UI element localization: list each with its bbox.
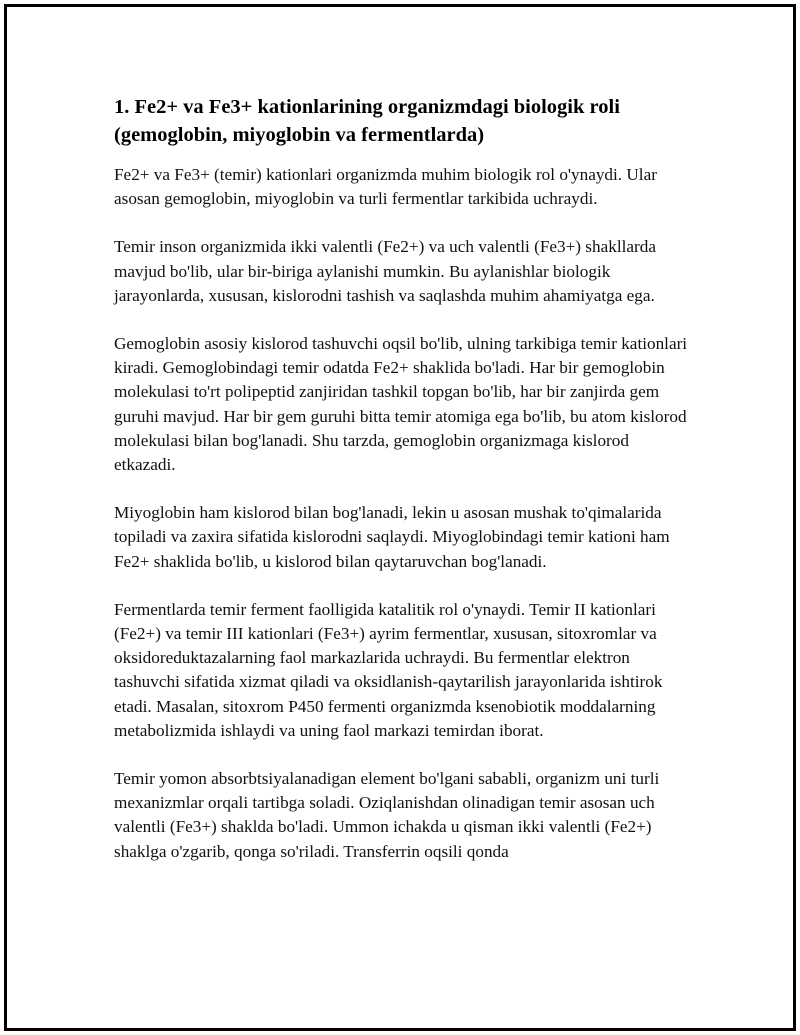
paragraph-myoglobin: Miyoglobin ham kislorod bilan bog'lanadi, lekin u asosan mushak to'qimalarida topiladi va zaxira sifatida kislorodni saqlaydi. Miyoglobindagi temir kationi ham Fe2+ shaklida bo'lib, u kislorod bilan qaytaruvchan bog'lanadi. xyxy=(114,503,670,571)
paragraph-hemoglobin: Gemoglobin asosiy kislorod tashuvchi oqsil bo'lib, ulning tarkibiga temir kationlari kiradi. Gemoglobindagi temir odatda Fe2+ shaklida bo'ladi. Har bir gemoglobin molekulasi to'rt polipeptid zanjiridan tashkil topgan bo'lib, har bir zanjirda gem guruhi mavjud. Har bir gem guruhi bitta temir atomiga ega bo'lib, bu atom kislorod molekulasi bilan bog'lanadi. Shu tarzda, gemoglobin organizmaga kislorod etkazadi. xyxy=(114,334,688,475)
paragraph-intro: Fe2+ va Fe3+ (temir) kationlari organizmda muhim biologik rol o'ynaydi. Ular asosan gemoglobin, miyoglobin va turli fermentlar tarkibida uchraydi. xyxy=(114,165,657,209)
paragraph-absorption: Temir yomon absorbtsiyalanadigan element bo'lgani sababli, organizm uni turli mexanizmlar orqali tartibga soladi. Oziqlanishdan olinadigan temir asosan uch valentli (Fe3+) shaklda bo'ladi. Ummon ichakda u qisman ikki valentli (Fe2+) shaklga o'zgarib, qonga so'riladi. Transferrin oqsili qonda xyxy=(114,769,660,861)
document-body xyxy=(114,93,694,888)
section-heading: 1. Fe2+ va Fe3+ kationlarining organizmdagi biologik roli (gemoglobin, miyoglobin va fermentlarda) xyxy=(114,96,620,146)
paragraph-valence-forms: Temir inson organizmida ikki valentli (Fe2+) va uch valentli (Fe3+) shakllarda mavjud bo'lib, ular bir-biriga aylanishi mumkin. Bu aylanishlar biologik jarayonlarda, xususan, kislorodni tashish va saqlashda muhim ahamiyatga ega. xyxy=(114,237,656,305)
paragraph-enzymes: Fermentlarda temir ferment faolligida katalitik rol o'ynaydi. Temir II kationlari (Fe2+) va temir III kationlari (Fe3+) ayrim fermentlar, xususan, sitoxromlar va oksidoreduktazalarning faol markazlarida uchraydi. Bu fermentlar elektron tashuvchi sifatida xizmat qiladi va oksidlanish-qaytarilish jarayonlarida ishtirok etadi. Masalan, sitoxrom P450 fermenti organizmda ksenobiotik moddalarning metabolizmida ishlaydi va uning faol markazi temirdan iborat. xyxy=(114,599,663,740)
